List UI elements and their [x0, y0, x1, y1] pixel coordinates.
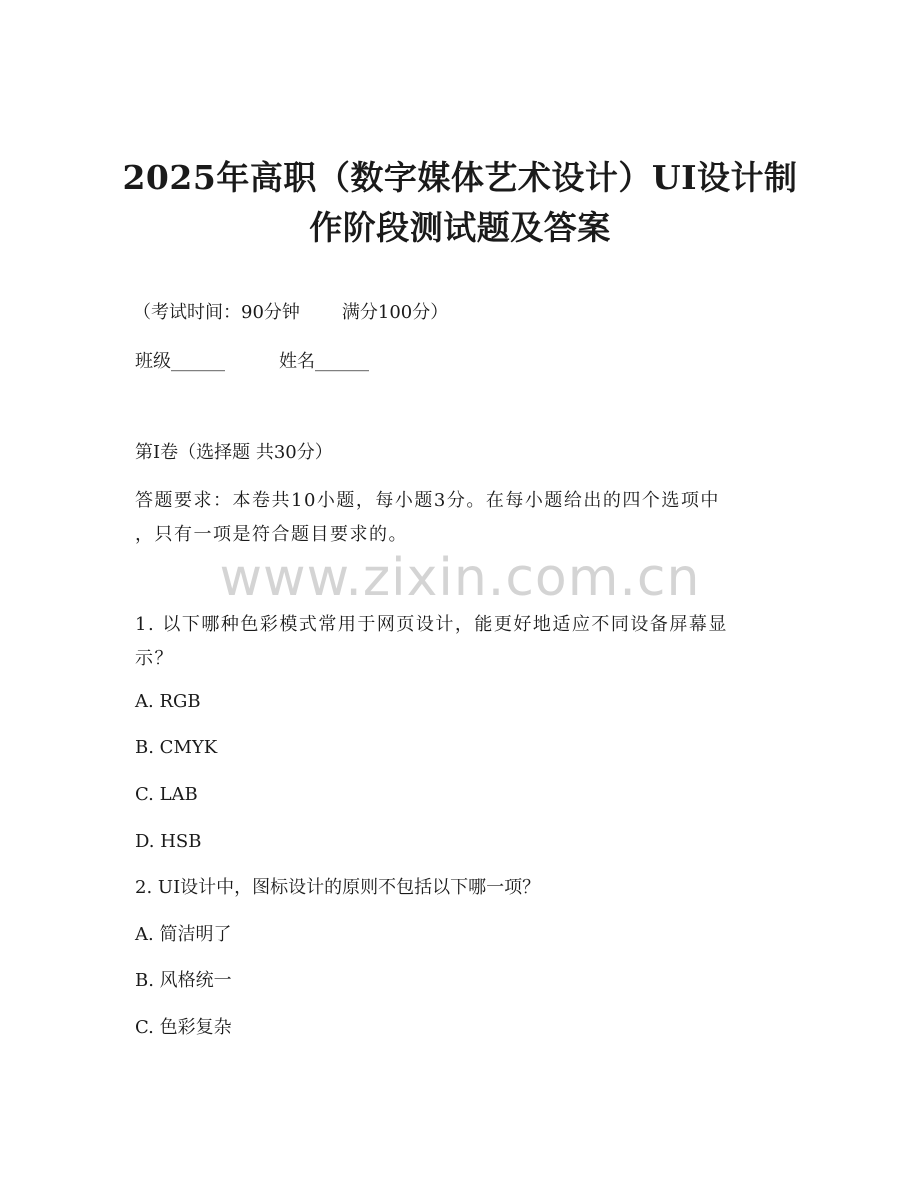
exam-info-line [133, 300, 448, 326]
student-info-line [135, 349, 369, 375]
question-1-option-b: B. CMYK [135, 737, 218, 758]
instructions-line-2: ，只有一项是符合题目要求的。 [135, 524, 408, 545]
class-field: 班级______ [135, 351, 225, 372]
question-1-stem-line-1: 1. 以下哪种色彩模式常用于网页设计，能更好地适应不同设备屏幕显 [135, 614, 728, 635]
question-2-option-a: A. 简洁明了 [135, 924, 232, 945]
watermark: www.zixin.com.cn [219, 548, 701, 608]
instructions [135, 484, 785, 552]
instructions-line-1: 答题要求：本卷共10小题，每小题3分。在每小题给出的四个选项中 [135, 490, 720, 511]
question-1-option-c: C. LAB [135, 784, 198, 805]
question-2-option-c: C. 色彩复杂 [135, 1017, 232, 1038]
question-2-stem: 2. UI设计中，图标设计的原则不包括以下哪一项？ [135, 877, 541, 898]
name-field: 姓名______ [279, 351, 369, 372]
document-title-line-1: 2025年高职（数字媒体艺术设计）UI设计制 [122, 158, 798, 197]
section-title: 第I卷（选择题 共30分） [135, 442, 333, 463]
question-2-option-b: B. 风格统一 [135, 970, 232, 991]
question-1-option-d: D. HSB [135, 831, 202, 852]
question-1-stem-line-2: 示？ [135, 648, 174, 669]
full-score: 满分100分） [341, 302, 449, 323]
question-1-stem [135, 608, 785, 676]
question-1-option-a: A. RGB [135, 691, 201, 712]
exam-time: （考试时间：90分钟 [133, 302, 300, 323]
document-title-line-2: 作阶段测试题及答案 [309, 208, 611, 247]
